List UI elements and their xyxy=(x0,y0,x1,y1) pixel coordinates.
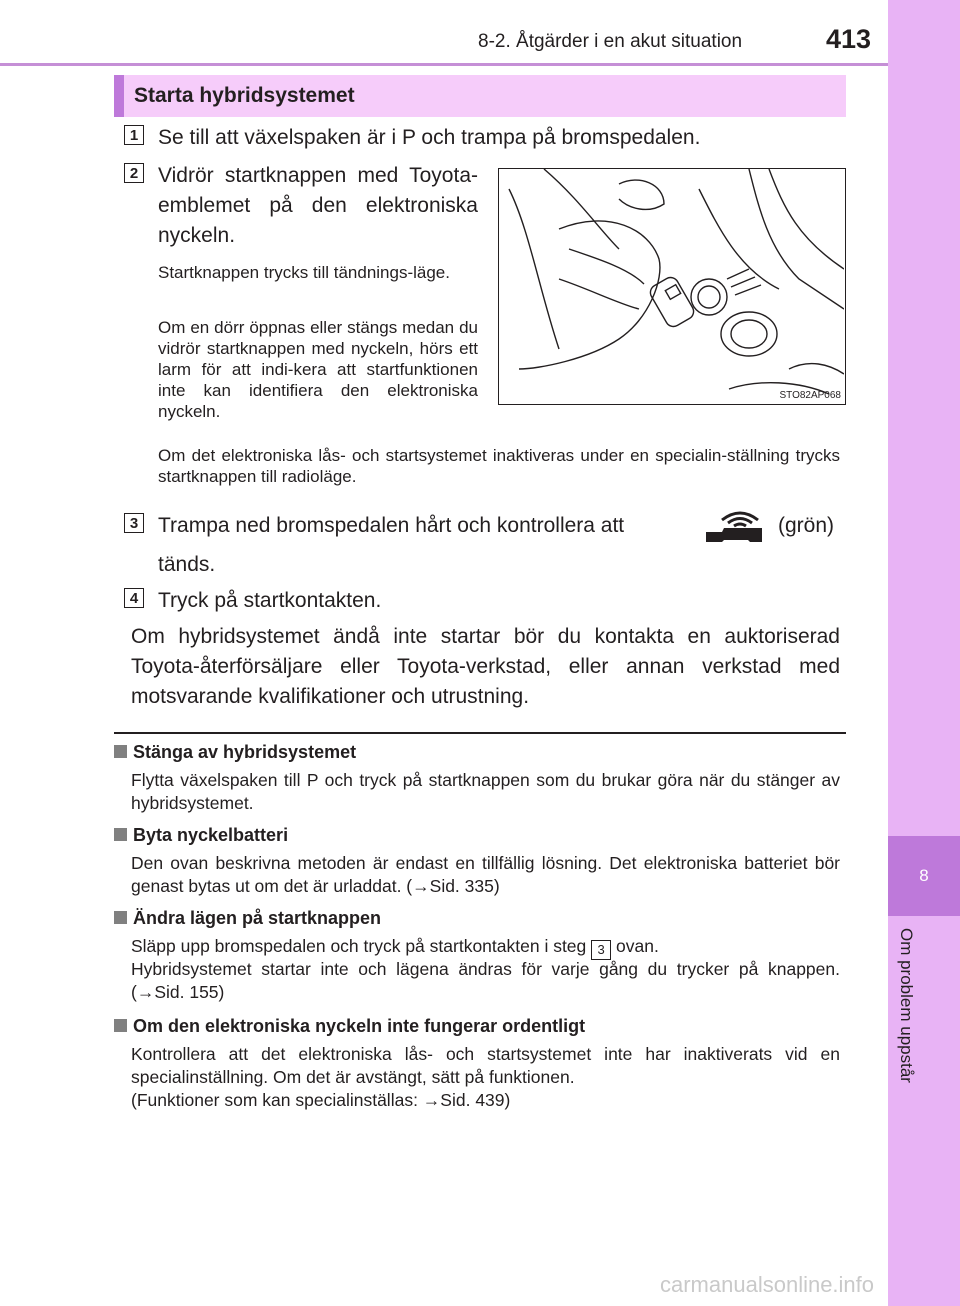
key-fob-touch-illustration xyxy=(499,169,844,403)
page-number: 413 xyxy=(826,24,872,54)
note-3-body-line1: Släpp upp bromspedalen och tryck på startkontakten i steg 3 ovan. xyxy=(131,935,840,960)
bullet-square-icon xyxy=(114,911,127,924)
step-2-note-1: Startknappen trycks till tändnings-läge. xyxy=(158,263,450,282)
note-3-body: Hybridsystemet startar inte och lägena ändras för varje gång du trycker på knappen. (→Sid. 155) xyxy=(131,959,840,1002)
step-4-number: 4 xyxy=(124,588,144,608)
section-divider xyxy=(114,732,846,734)
step-3-text-green: (grön) xyxy=(778,514,835,537)
note-1-title: Stänga av hybridsystemet xyxy=(114,742,356,763)
step-1-number: 1 xyxy=(124,125,144,145)
note-4-body: Kontrollera att det elektroniska lås- och startsystemet inte har inaktiverats vid en specialinställning. Om det är avstängt, sätt på funktionen. xyxy=(131,1044,840,1087)
arrow-right-icon: → xyxy=(136,982,155,1002)
note-1-body: Flytta växelspaken till P och tryck på startknappen som du brukar göra när du stänger av hybridsystemet. xyxy=(131,770,840,813)
illustration-start-button-key xyxy=(498,168,846,405)
figure-code: STO82AP068 xyxy=(779,390,841,401)
step-4-text: Tryck på startkontakten. xyxy=(158,589,382,612)
step-1-text: Se till att växelspaken är i P och trampa på bromspedalen. xyxy=(158,126,701,149)
note-3-title: Ändra lägen på startknappen xyxy=(114,908,381,929)
key-indicator-icon xyxy=(702,502,768,548)
bullet-square-icon xyxy=(114,1019,127,1032)
bullet-square-icon xyxy=(114,828,127,841)
note-4-body-line3: (Funktioner som kan specialinställas: →Sid. 439) xyxy=(131,1090,511,1110)
chapter-tab-upper xyxy=(888,0,960,836)
step-3-reference-box: 3 xyxy=(591,940,611,960)
page-reference-335[interactable]: Sid. 335) xyxy=(429,876,500,896)
bullet-square-icon xyxy=(114,745,127,758)
chapter-number: 8 xyxy=(888,836,960,916)
note-2-body: Den ovan beskrivna metoden är endast en tillfällig lösning. Det elektroniska batteriet bör genast bytas ut om det är urladdat. (→Sid. 335) xyxy=(131,853,840,896)
step-2-text: Vidrör startknappen med Toyota-emblemet på den elektroniska nyckeln. xyxy=(158,164,478,247)
note-2-title: Byta nyckelbatteri xyxy=(114,825,288,846)
section-title-banner xyxy=(114,75,846,117)
arrow-right-icon: → xyxy=(422,1090,441,1110)
step-2-note-3: Om det elektroniska lås- och startsystemet inaktiveras under en specialin-ställning trycks startknappen till radioläge. xyxy=(158,446,840,486)
step-3-number: 3 xyxy=(124,513,144,533)
step-3-text: Trampa ned bromspedalen hårt och kontrollera att xyxy=(158,514,625,537)
watermark: carmanualsonline.info xyxy=(660,1272,875,1297)
chapter-title: Om problem uppstår xyxy=(897,928,916,1083)
section-title: Starta hybridsystemet xyxy=(134,84,355,107)
header-rule xyxy=(0,63,888,66)
step-3-text-end: tänds. xyxy=(158,553,216,576)
section-heading: 8-2. Åtgärder i en akut situation xyxy=(478,31,743,52)
step-2-number: 2 xyxy=(124,163,144,183)
arrow-right-icon: → xyxy=(412,876,430,896)
section-title-bar xyxy=(114,75,124,117)
page-reference-155[interactable]: Sid. 155) xyxy=(154,982,225,1002)
note-4-title: Om den elektroniska nyckeln inte fungerar ordentligt xyxy=(114,1016,585,1037)
closing-paragraph: Om hybridsystemet ändå inte startar bör du kontakta en auktoriserad Toyota-återförsäljare eller Toyota-verkstad, eller annan verkstad med motsvarande kvalifikationer och utrustning. xyxy=(131,625,840,708)
page-reference-439[interactable]: Sid. 439) xyxy=(440,1090,511,1110)
step-2-note-2: Om en dörr öppnas eller stängs medan du vidrör startknappen med nyckeln, hörs ett larm för att indi-kera att startfunktionen inte kan identifiera den elektroniska nyckeln. xyxy=(158,318,478,421)
